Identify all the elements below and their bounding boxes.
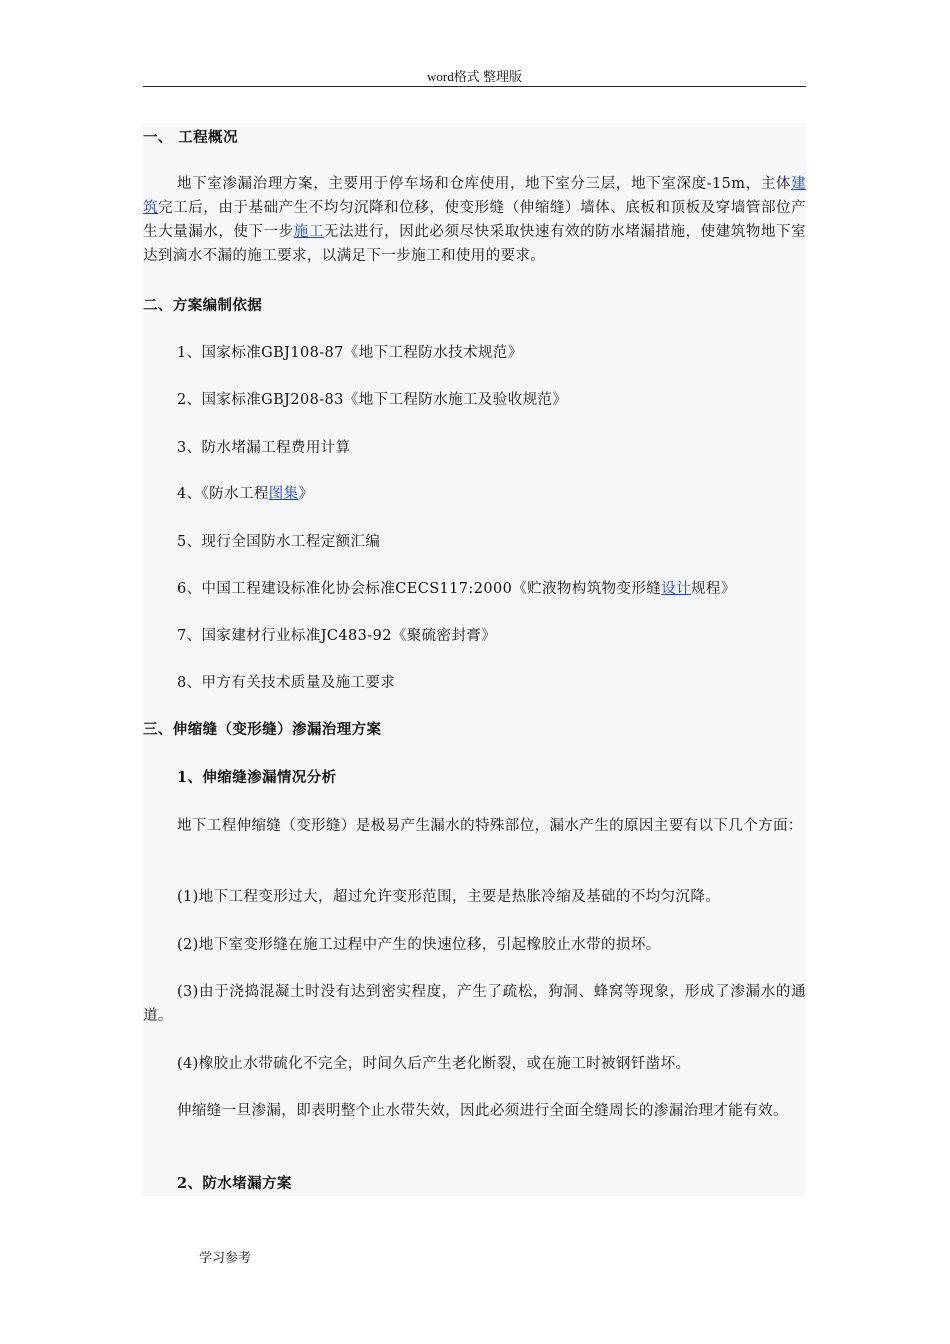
basis-item-2: 2、国家标准GBJ208-83《地下工程防水施工及验收规范》 — [177, 392, 568, 408]
page-footer: 学习参考 — [199, 1251, 252, 1266]
header-rule — [143, 86, 806, 87]
link-jianzhu[interactable]: 建筑 — [143, 176, 806, 216]
section-1-paragraph — [143, 172, 806, 268]
text-span: 》 — [298, 486, 314, 502]
analysis-conclusion: 伸缩缝一旦渗漏，即表明整个止水带失效，因此必须进行全面全缝周长的渗漏治理才能有效。 — [177, 1103, 788, 1119]
basis-item-4 — [177, 482, 806, 506]
text-span: 4、《防水工程 — [177, 486, 269, 502]
link-tuji[interactable]: 图集 — [268, 486, 299, 502]
reason-4: (4)橡胶止水带硫化不完全，时间久后产生老化断裂，或在施工时被钢钎凿坏。 — [177, 1056, 691, 1072]
section-3-heading: 三、伸缩缝（变形缝）渗漏治理方案 — [143, 721, 382, 738]
section-2-heading: 二、方案编制依据 — [143, 297, 263, 314]
text-span: 完工后，由于基础产生不均匀沉降和位移，使变形缝（伸缩缝）墙体、底板和顶板及穿墙管部位产生大量漏水，使下一步 — [143, 200, 806, 240]
analysis-intro: 地下工程伸缩缝（变形缝）是极易产生漏水的特殊部位，漏水产生的原因主要有以下几个方面： — [177, 818, 803, 834]
link-shigong[interactable]: 施工 — [293, 224, 324, 240]
content-area — [143, 123, 806, 1196]
subsection-2-heading: 2、防水堵漏方案 — [177, 1175, 292, 1192]
text-span: 规程》 — [691, 581, 736, 597]
basis-item-6 — [177, 577, 806, 601]
basis-item-3: 3、防水堵漏工程费用计算 — [177, 440, 351, 456]
text-span: 无法进行，因此必须尽快采取快速有效的防水堵漏措施，使建筑物地下室达到滴水不漏的施工要求，以满足下一步施工和使用的要求。 — [143, 224, 806, 264]
link-sheji[interactable]: 设计 — [661, 581, 692, 597]
reason-2: (2)地下室变形缝在施工过程中产生的快速位移，引起橡胶止水带的损坏。 — [177, 937, 661, 953]
basis-item-1: 1、国家标准GBJ108-87《地下工程防水技术规范》 — [177, 345, 523, 361]
page-header: word格式 整理版 — [427, 69, 522, 84]
section-1-heading: 一、 工程概况 — [143, 129, 238, 146]
subsection-1-heading: 1、伸缩缝渗漏情况分析 — [177, 769, 337, 786]
text-span: 地下室渗漏治理方案，主要用于停车场和仓库使用，地下室分三层，地下室深度-15m，主体 — [177, 176, 792, 192]
basis-item-7: 7、国家建材行业标准JC483-92《聚硫密封膏》 — [177, 628, 497, 644]
text-span: 6、中国工程建设标准化协会标准CECS117:2000《贮液物构筑物变形缝 — [177, 581, 662, 597]
basis-item-5: 5、现行全国防水工程定额汇编 — [177, 534, 381, 550]
reason-3: (3)由于浇捣混凝土时没有达到密实程度，产生了疏松，狗洞、蜂窝等现象，形成了渗漏水的通道。 — [143, 984, 806, 1024]
basis-item-8: 8、甲方有关技术质量及施工要求 — [177, 675, 396, 691]
reason-1: (1)地下工程变形过大，超过允许变形范围，主要是热胀冷缩及基础的不均匀沉降。 — [177, 889, 721, 905]
